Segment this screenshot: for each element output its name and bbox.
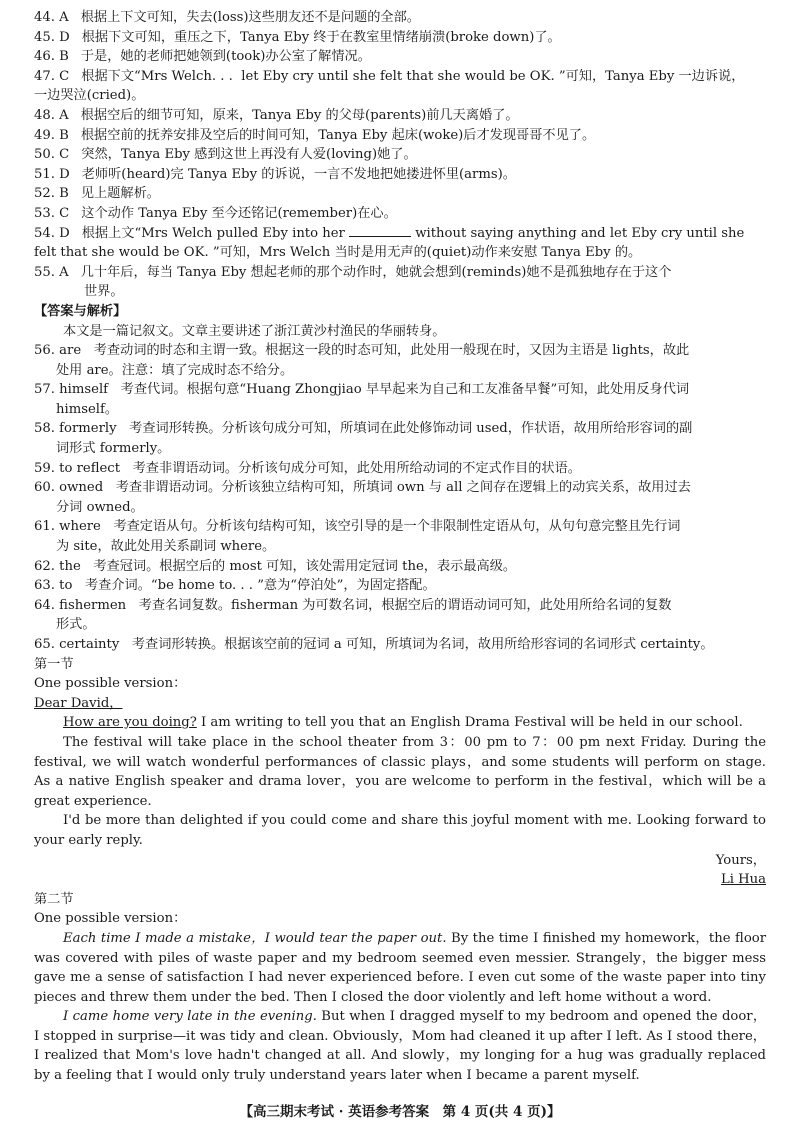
answer-number: 63. to bbox=[34, 578, 73, 594]
answers-cloze-section bbox=[34, 8, 766, 302]
part-heading: 第一节 bbox=[34, 656, 74, 672]
answer-explanation: 根据上文“Mrs Welch pulled Eby into her bbox=[81, 225, 350, 241]
answer-explanation: 突然，Tanya Eby 感到这世上再没有人爱(loving)她了。 bbox=[81, 147, 417, 163]
answer-item bbox=[34, 145, 766, 165]
answer-explanation: 这个动作 Tanya Eby 至今还铭记(remember)在心。 bbox=[81, 205, 397, 221]
given-sentence: Each time I made a mistake，I would tear the paper out. bbox=[63, 930, 447, 946]
answer-number: 53. C bbox=[34, 205, 70, 221]
answer-explanation-continued: 为 site，故此处用关系副词 where。 bbox=[56, 539, 276, 555]
answer-item bbox=[34, 419, 766, 458]
answer-explanation-continued: 处用 are。注意：填了完成时态不给分。 bbox=[56, 362, 294, 378]
answer-explanation: 考查非谓语动词。分析该独立结构可知，所填词 own 与 all 之间存在逻辑上的动宾关系，故用过去 bbox=[103, 480, 691, 496]
answer-item bbox=[34, 263, 766, 302]
answer-explanation: 于是，她的老师把她领到(took)办公室了解情况。 bbox=[80, 49, 371, 65]
answer-explanation-continued: felt that she would be OK. ”可知，Mrs Welch 当时是用无声的(quiet)动作来安慰 Tanya Eby 的。 bbox=[34, 245, 642, 261]
answer-explanation: 老师听(heard)完 Tanya Eby 的诉说，一言不发地把她搂进怀里(arms)。 bbox=[81, 166, 516, 182]
answer-number: 48. A bbox=[34, 107, 69, 123]
answer-number: 47. C bbox=[34, 68, 70, 84]
answer-explanation-continued: 形式。 bbox=[56, 617, 96, 633]
answer-item bbox=[34, 478, 766, 517]
writing-part-two bbox=[34, 890, 766, 1086]
letter-paragraph bbox=[34, 713, 766, 733]
story-paragraph bbox=[34, 929, 766, 1007]
letter-closing: Yours， bbox=[715, 852, 766, 868]
answer-item bbox=[34, 576, 766, 596]
answer-item bbox=[34, 341, 766, 380]
answer-number: 45. D bbox=[34, 29, 70, 45]
answer-explanation: 考查名词复数。fisherman 为可数名词，根据空后的谓语动词可知，此处用所给名词的复数 bbox=[126, 597, 672, 613]
given-sentence: I came home very late in the evening. bbox=[63, 1009, 317, 1025]
letter-paragraph: The festival will take place in the school theater from 3：00 pm to 7：00 pm next Friday. During the festival, we will watch wonderful performances of classic plays，and some students will perform on stage. As a native English speaker and drama lover，you are welcome to perform in the festival，which will be a great experience. bbox=[34, 734, 766, 809]
answer-item bbox=[34, 204, 766, 224]
answer-item bbox=[34, 517, 766, 556]
answer-explanation: 考查代词。根据句意“Huang Zhongjiao 早早起来为自己和工友准备早餐”可知，此处用反身代词 bbox=[108, 382, 690, 398]
answer-number: 54. D bbox=[34, 225, 70, 241]
answer-explanation: 根据空前的抚养安排及空后的时间可知，Tanya Eby 起床(woke)后才发现哥哥不见了。 bbox=[80, 127, 596, 143]
writing-part-one bbox=[34, 655, 766, 890]
answer-explanation: 根据上下文可知，失去(loss)这些朋友还不是问题的全部。 bbox=[80, 10, 420, 25]
answer-explanation-continued: 分词 owned。 bbox=[56, 499, 144, 515]
answer-number: 65. certainty bbox=[34, 637, 120, 652]
answer-item bbox=[34, 67, 766, 106]
blank-line bbox=[349, 224, 411, 237]
answer-number: 55. A bbox=[34, 264, 69, 280]
answer-number: 49. B bbox=[34, 127, 69, 143]
answer-number: 56. are bbox=[34, 343, 82, 359]
answer-item bbox=[34, 165, 766, 185]
answer-number: 52. B bbox=[34, 186, 69, 202]
answer-number: 44. A bbox=[34, 10, 69, 25]
answer-item bbox=[34, 184, 766, 204]
story-paragraph bbox=[34, 1007, 766, 1085]
answer-explanation: 考查动词的时态和主谓一致。根据这一段的时态可知，此处用一般现在时，又因为主语是 lights，故此 bbox=[81, 343, 690, 359]
page-footer: 【高三期末考试 · 英语参考答案 第 4 页(共 4 页)】 bbox=[239, 1104, 561, 1120]
letter-opening: How are you doing? bbox=[63, 715, 197, 731]
answer-number: 62. the bbox=[34, 558, 81, 574]
answer-explanation: 根据下文“Mrs Welch. . . let Eby cry until she felt that she would be OK. ”可知，Tanya Eby 一边诉说， bbox=[81, 68, 745, 84]
answer-number: 64. fishermen bbox=[34, 597, 127, 613]
section-heading: 【答案与解析】 bbox=[34, 303, 127, 319]
answer-explanation: 几十年后，每当 Tanya Eby 想起老师的那个动作时，她就会想到(reminds)她不是孤独地存在于这个 bbox=[80, 264, 672, 280]
answer-item bbox=[34, 596, 766, 635]
answer-number: 58. formerly bbox=[34, 421, 117, 437]
part-heading: 第二节 bbox=[34, 891, 74, 907]
story-paragraph-rest: But when I dragged myself to my bedroom and opened the door，I stopped in surprise—it was tidy and clean. Obviously，Mom had cleaned it up after I left. As I stood there，I realized that Mom's love hadn't changed at all. And slowly，my longing for a hug was gradually replaced by a feeling that I would only truly understand years later when I became a parent myself. bbox=[34, 1009, 767, 1084]
answer-item bbox=[34, 8, 766, 28]
answer-number: 50. C bbox=[34, 147, 70, 163]
answer-item bbox=[34, 106, 766, 126]
answer-explanation: 考查定语从句。分析该句结构可知，该空引导的是一个非限制性定语从句，从句句意完整且先行词 bbox=[100, 519, 681, 535]
answer-number: 46. B bbox=[34, 49, 69, 65]
answer-number: 61. where bbox=[34, 519, 101, 535]
version-label: One possible version： bbox=[34, 911, 187, 927]
answer-item bbox=[34, 635, 766, 655]
answer-explanation: 考查冠词。根据空后的 most 可知，该处需用定冠词 the，表示最高级。 bbox=[80, 558, 517, 574]
letter-paragraph-rest: I am writing to tell you that an English Drama Festival will be held in our school. bbox=[196, 715, 743, 731]
answer-explanation: 考查词形转换。根据该空前的冠词 a 可知，所填词为名词，故用所给形容词的名词形式 certainty。 bbox=[119, 637, 714, 652]
answer-item bbox=[34, 380, 766, 419]
answer-explanation-continued: himself。 bbox=[56, 401, 119, 417]
answer-explanation: 根据下文可知，重压之下，Tanya Eby 终于在教室里情绪崩溃(broke down)了。 bbox=[81, 29, 561, 45]
answer-number: 51. D bbox=[34, 166, 70, 182]
answer-item bbox=[34, 224, 766, 263]
letter-paragraph: I'd be more than delighted if you could come and share this joyful moment with me. Looking forward to your early reply. bbox=[34, 813, 766, 848]
answer-item bbox=[34, 459, 766, 479]
answer-explanation-after: without saying anything and let Eby cry until she bbox=[411, 225, 745, 241]
story-paragraph-rest: By the time I finished my homework，the floor was covered with piles of waste paper and my bedroom seemed even messier. Strangely，the bigger mess gave me a sense of satisfaction I had never experienced before. I even cut some of the waste paper into tiny pieces and threw them under the bed. Then I closed the door violently and left home without a word. bbox=[34, 930, 766, 1005]
answer-explanation: 见上题解析。 bbox=[80, 186, 160, 202]
answers-grammar-section bbox=[34, 341, 766, 655]
answer-explanation: 考查非谓语动词。分析该句成分可知，此处用所给动词的不定式作目的状语。 bbox=[120, 460, 581, 476]
answer-explanation: 考查介词。“be home to. . . ”意为“停泊处”，为固定搭配。 bbox=[72, 578, 436, 594]
letter-signature: Li Hua bbox=[720, 872, 766, 888]
version-label: One possible version： bbox=[34, 676, 187, 692]
answer-number: 60. owned bbox=[34, 480, 104, 496]
answer-number: 59. to reflect bbox=[34, 460, 120, 476]
answer-explanation-continued: 词形式 formerly。 bbox=[56, 441, 171, 457]
answer-item bbox=[34, 557, 766, 577]
intro-text: 本文是一篇记叙文。文章主要讲述了浙江黄沙村渔民的华丽转身。 bbox=[63, 323, 446, 339]
answer-explanation: 根据空后的细节可知，原来，Tanya Eby 的父母(parents)前几天离婚了。 bbox=[80, 107, 519, 123]
answer-item bbox=[34, 126, 766, 146]
answer-explanation-continued: 一边哭泣(cried)。 bbox=[34, 88, 145, 104]
answer-number: 57. himself bbox=[34, 382, 109, 398]
letter-salutation: Dear David， bbox=[34, 695, 123, 711]
answer-explanation: 考查词形转换。分析该句成分可知，所填词在此处修饰动词 used，作状语，故用所给形容词的副 bbox=[116, 421, 693, 437]
answer-item bbox=[34, 47, 766, 67]
answer-item bbox=[34, 28, 766, 48]
answer-explanation-continued: 世界。 bbox=[84, 284, 124, 300]
